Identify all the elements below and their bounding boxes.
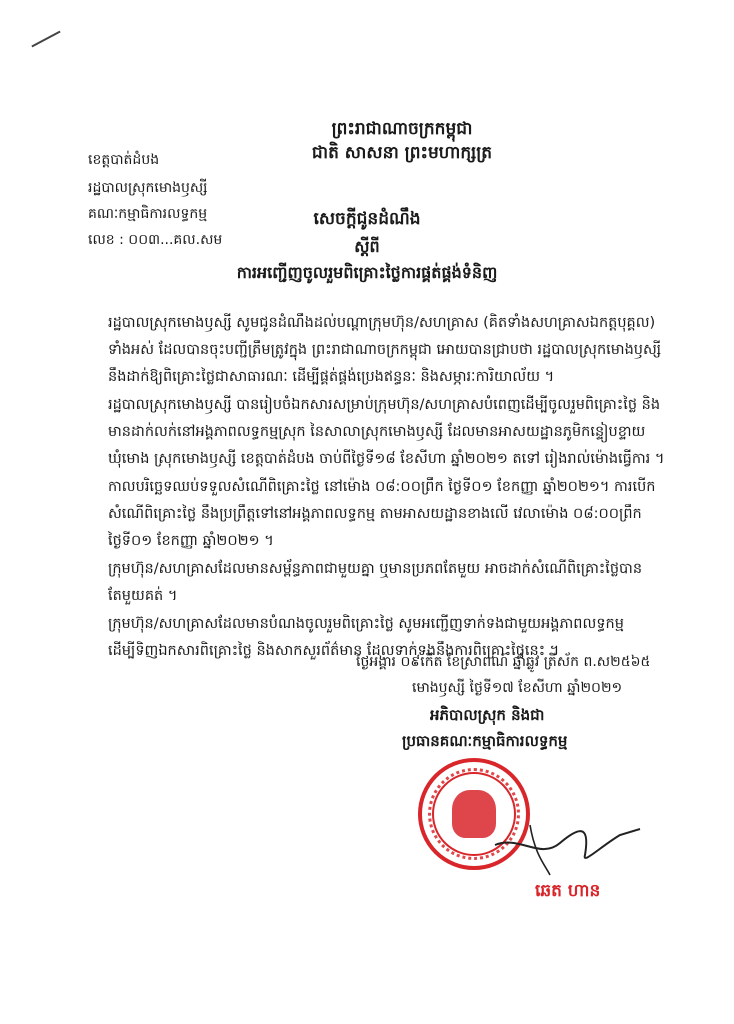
paragraph-3: កាលបរិច្ឆេទឈប់ទទួលសំណើពិគ្រោះថ្លៃ នៅម៉ោង ០៨:០០ព្រឹក ថ្ងៃទី០១ ខែកញ្ញា ឆ្នាំ២០២១។ ការបើកសំណើពិគ្រោះថ្លៃ នឹងប្រព្រឹត្តទៅនៅអង្គភាពលទ្ធកម្ម តាមអាសយដ្ឋានខាងលើ វេលាម៉ោង ០៨:០០ព្រឹក ថ្ងៃទី០១ ខែកញ្ញា ឆ្នាំ២០២១ ។ (108, 479, 656, 549)
notice-title: សេចក្តីជូនដំណឹង (313, 209, 421, 229)
notice-subject-label: ស្តីពី (354, 237, 380, 256)
paragraph-2: រដ្ឋបាលស្រុកមោងឫស្សី បានរៀបចំឯកសារសម្រាប់ក្រុមហ៊ុន/សហគ្រាសបំពេញដើម្បីចូលរួមពិគ្រោះថ្លៃ និងមានដាក់លក់នៅអង្គភាពលទ្ធកម្មស្រុក នៃសាលាស្រុកមោងឫស្សី ដែលមានអាសយដ្ឋានភូមិកន្ទៀបខ្ទាយ ឃុំមោង ស្រុកមោងឫស្សី ខេត្តបាត់ដំបង ចាប់ពីថ្ងៃទី១៨ ខែសីហា ឆ្នាំ២០២១ តទៅ រៀងរាល់ម៉ោងធ្វើការ ។ (108, 397, 665, 467)
signatory-title: ប្រធានគណៈកម្មាធិការលទ្ធកម្ម (402, 732, 568, 750)
notice-subject: ការអញ្ជើញចូលរួមពិគ្រោះថ្លៃការផ្គត់ផ្គង់ទំនិញ (236, 263, 498, 282)
sender-province: ខេត្តបាត់ដំបង (88, 152, 160, 168)
reference-number: លេខ : ០០៣...គល.សម (88, 232, 223, 248)
lunar-date: ថ្ងៃអង្គារ ០៩កើត ខែស្រាពណ៍ ឆ្នាំឆ្លូវ ត្រីស័ក ព.ស២៥៦៥ (356, 654, 651, 670)
signatory-name: ឆេត ហាន (535, 881, 601, 901)
kingdom-heading: ព្រះរាជាណាចក្រកម្ពុជា (331, 119, 473, 139)
signatory-role: អភិបាលស្រុក និងជា (430, 706, 545, 724)
pen-mark (31, 31, 60, 48)
signature (490, 805, 650, 885)
notice-body (108, 310, 668, 666)
paragraph-4: ក្រុមហ៊ុន/សហគ្រាសដែលមានសម្ព័ន្ធភាពជាមួយគ្នា ឬមានប្រភពតែមួយ អាចដាក់សំណើពិគ្រោះថ្លៃបានតែមួយគត់ ។ (108, 561, 643, 604)
national-motto: ជាតិ សាសនា ព្រះមហាក្សត្រ (311, 143, 493, 163)
paragraph-5: ក្រុមហ៊ុន/សហគ្រាសដែលមានបំណងចូលរួមពិគ្រោះថ្លៃ សូមអញ្ជើញទាក់ទងជាមួយអង្គភាពលទ្ធកម្ម ដើម្បីទិញឯកសារពិគ្រោះថ្លៃ និងសាកសួរព័ត៌មាន ដែលទាក់ទងនឹងការពិគ្រោះថ្លៃនេះ ។ (108, 616, 624, 659)
sender-committee: គណៈកម្មាធិការលទ្ធកម្ម (88, 206, 208, 222)
sender-administration: រដ្ឋបាលស្រុកមោងឫស្សី (88, 180, 208, 196)
paragraph-1: រដ្ឋបាលស្រុកមោងឫស្សី សូមជូនដំណឹងដល់បណ្តាក្រុមហ៊ុន/សហគ្រាស (គិតទាំងសហគ្រាសឯកត្តបុគ្គល) ទាំងអស់ ដែលបានចុះបញ្ជីត្រឹមត្រូវក្នុង ព្រះរាជាណាចក្រកម្ពុជា អោយបានជ្រាបថា រដ្ឋបាលស្រុកមោងឫស្សី នឹងដាក់ឱ្យពិគ្រោះថ្លៃជាសាធារណៈ ដើម្បីផ្គត់ផ្គង់ប្រេងឥន្ធនៈ និងសម្ភារៈការិយាល័យ ។ (108, 315, 662, 385)
solar-date: មោងឫស្សី ថ្ងៃទី១៧ ខែសីហា ឆ្នាំ២០២១ (412, 680, 623, 696)
